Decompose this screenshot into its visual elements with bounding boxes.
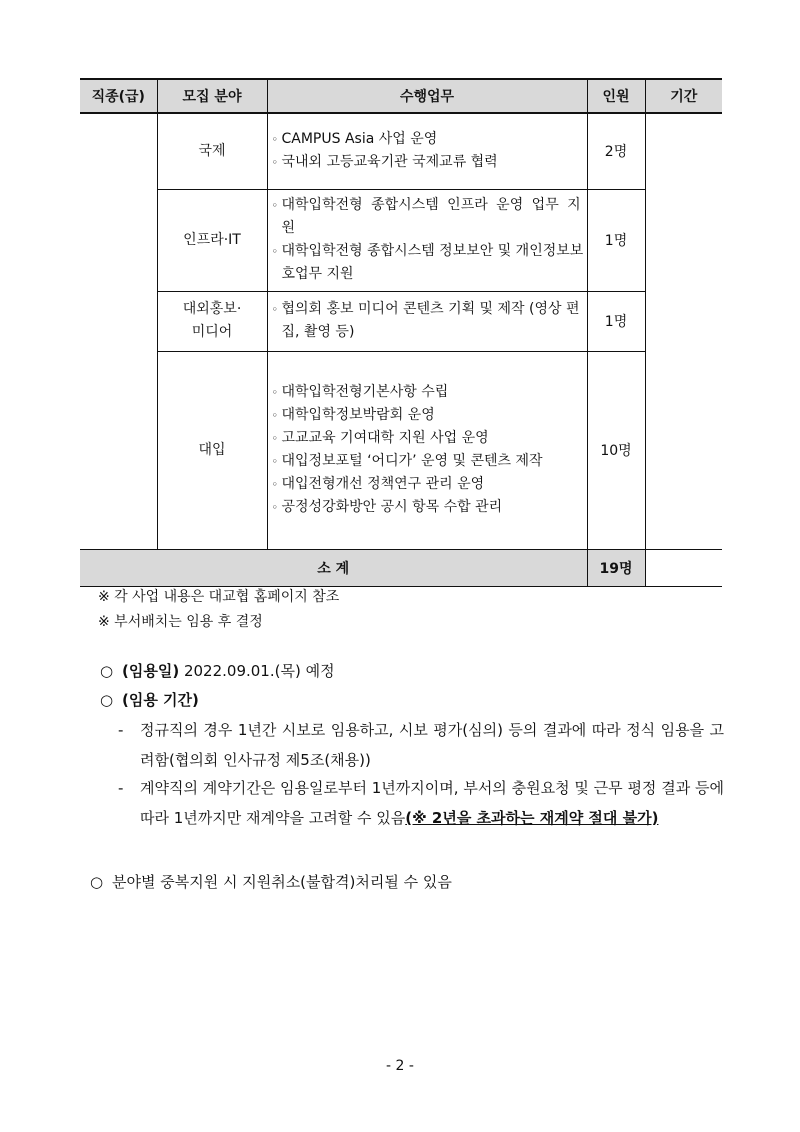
period-item-contract (118, 773, 724, 833)
duplicate-notice-text: 분야별 중복지원 시 지원취소(불합격)처리될 수 있음 (112, 873, 452, 891)
table-header-row (80, 79, 722, 113)
duty-item: ◦ 대학입학정보박람회 운영 (271, 407, 435, 423)
appointment-date (100, 657, 335, 685)
field-cell: 인프라·IT (157, 189, 267, 291)
dash-bullet: - (118, 779, 124, 797)
period-item-text: 계약직의 계약기간은 임용일로부터 1년까지이며, 부서의 충원요청 및 근무 평정 결과 등에 따라 1년까지만 재계약을 고려할 수 있음(※ 2년을 초과하는 재계약 절대 불가) (140, 779, 724, 827)
field-cell: 대입 (157, 351, 267, 549)
no-renewal-warning: (※ 2년을 초과하는 재계약 절대 불가) (405, 809, 659, 827)
appointment-period-heading (100, 686, 199, 714)
duty-item: ◦ 대학입학전형기본사항 수립 (271, 384, 449, 400)
appointment-date-label: (임용일) (122, 662, 180, 680)
period-cell (645, 113, 722, 549)
recruitment-table (80, 78, 722, 587)
note-line: ※ 각 사업 내용은 대교협 홈페이지 참조 (98, 589, 340, 605)
subtotal-label: 소 계 (80, 549, 587, 586)
duty-item: ◦ 대입전형개선 정책연구 관리 운영 (271, 476, 485, 492)
duty-item: ◦ 대학입학전형 종합시스템 인프라 운영 업무 지원 (271, 197, 581, 236)
appointment-date-text: 2022.09.01.(목) 예정 (183, 662, 335, 680)
table-row (80, 351, 722, 549)
count-cell: 10명 (587, 351, 645, 549)
circle-bullet: ○ (90, 873, 104, 891)
period-item-text: 정규직의 경우 1년간 시보로 임용하고, 시보 평가(심의) 등의 결과에 따라 정식 임용을 고려함(협의회 인사규정 제5조(채용)) (140, 721, 724, 769)
page-number: - 2 - (386, 1058, 414, 1074)
duty-item: ◦ 대학입학전형 종합시스템 정보보안 및 개인정보보호업무 지원 (271, 243, 584, 282)
duty-item: ◦ 공정성강화방안 공시 항목 수합 관리 (271, 499, 503, 515)
count-cell: 1명 (587, 291, 645, 351)
field-cell: 국제 (157, 113, 267, 189)
header-field: 모집 분야 (157, 79, 267, 113)
header-duties: 수행업무 (267, 79, 587, 113)
note-line: ※ 부서배치는 임용 후 결정 (98, 614, 263, 630)
subtotal-row (80, 549, 722, 586)
grade-cell (80, 113, 157, 549)
header-grade: 직종(급) (80, 79, 157, 113)
table-row (80, 189, 722, 291)
duties-cell (267, 189, 587, 291)
circle-bullet: ○ (100, 662, 114, 680)
subtotal-period (645, 549, 722, 586)
field-line: 미디어 (191, 324, 233, 340)
duties-cell (267, 113, 587, 189)
field-cell (157, 291, 267, 351)
appointment-period-label: (임용 기간) (122, 691, 199, 709)
duty-item: ◦ 국내외 고등교육기관 국제교류 협력 (271, 154, 498, 171)
count-cell: 1명 (587, 189, 645, 291)
period-item-regular (118, 715, 724, 775)
duties-cell (267, 351, 587, 549)
circle-bullet: ○ (100, 691, 114, 709)
duty-item: ◦ CAMPUS Asia 사업 운영 (271, 131, 438, 148)
subtotal-count: 19명 (587, 549, 645, 586)
table-row (80, 291, 722, 351)
table-row (80, 113, 722, 189)
duty-item: ◦ 대입정보포털 ‘어디가’ 운영 및 콘텐츠 제작 (271, 453, 543, 469)
duty-item: ◦ 협의회 홍보 미디어 콘텐츠 기획 및 제작 (영상 편집, 촬영 등) (271, 301, 580, 340)
count-cell: 2명 (587, 113, 645, 189)
header-period: 기간 (645, 79, 722, 113)
header-count: 인원 (587, 79, 645, 113)
duties-cell (267, 291, 587, 351)
field-line: 대외홍보· (182, 301, 242, 317)
duplicate-notice (90, 868, 452, 896)
duty-item: ◦ 고교교육 기여대학 지원 사업 운영 (271, 430, 489, 446)
dash-bullet: - (118, 721, 124, 739)
